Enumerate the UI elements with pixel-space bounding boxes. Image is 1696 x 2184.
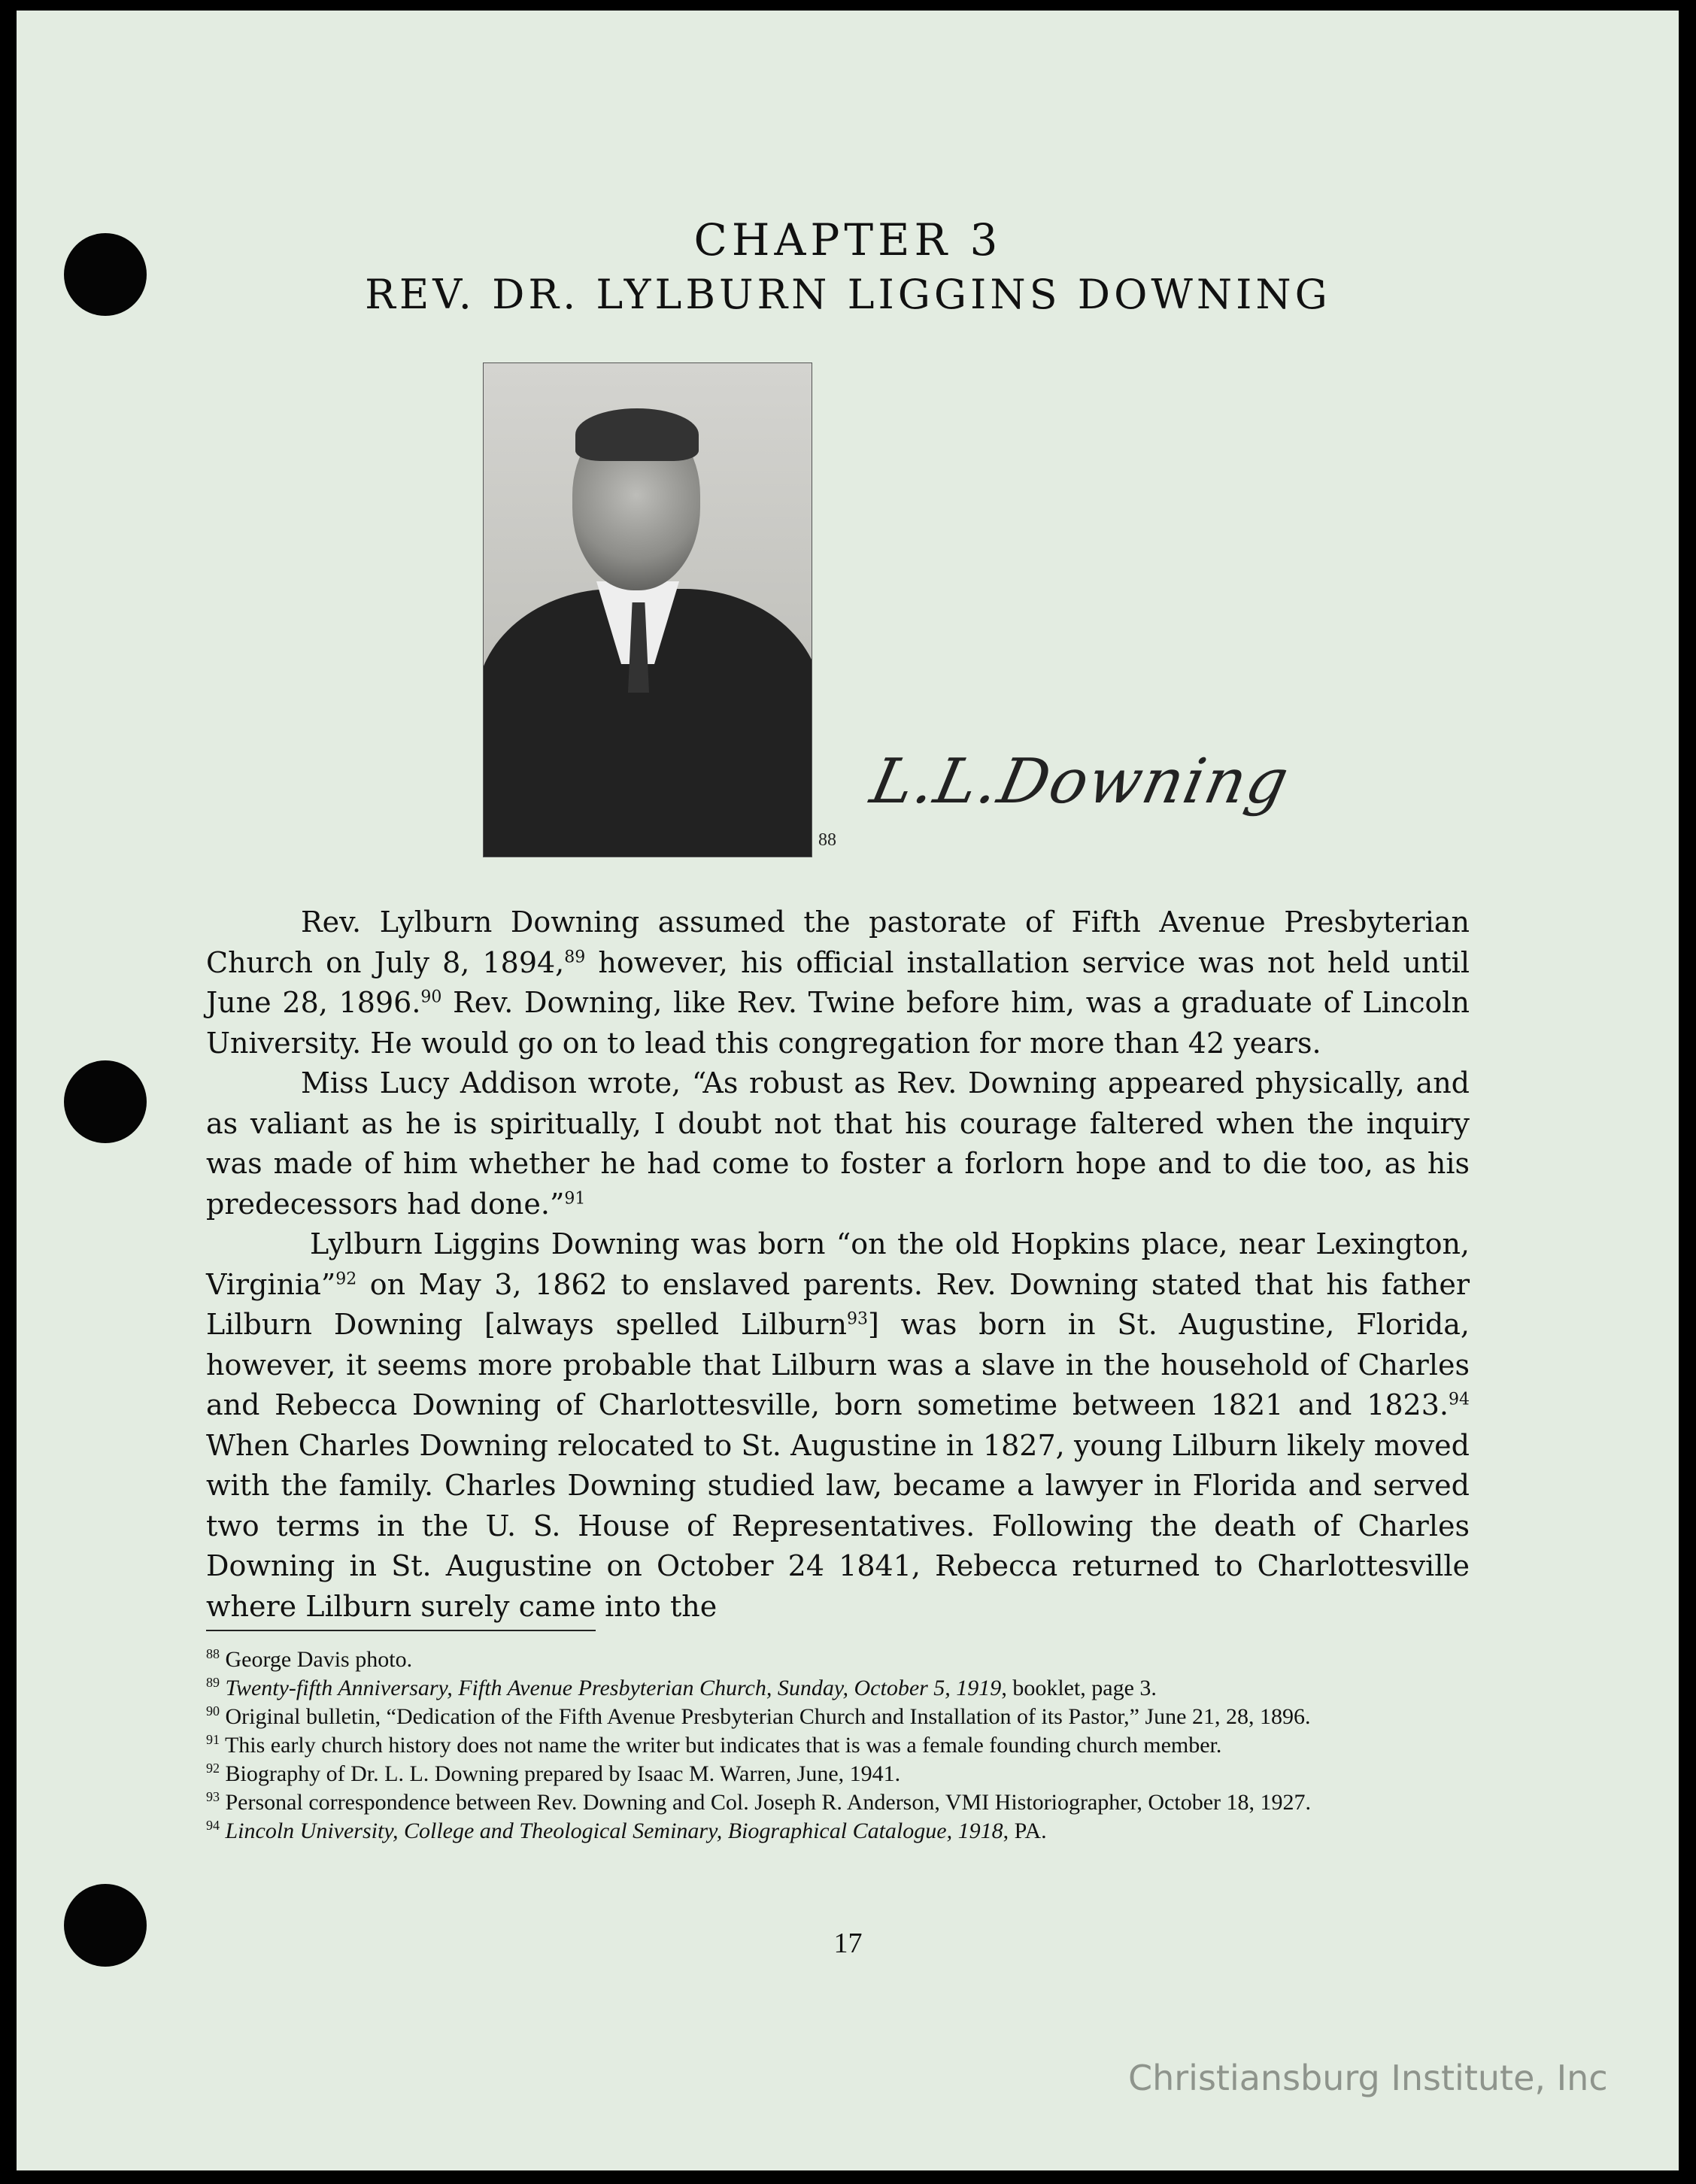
footnote-ref: 89	[564, 947, 586, 966]
chapter-title: REV. DR. LYLBURN LIGGINS DOWNING	[365, 271, 1331, 318]
footnote-ref: 91	[564, 1188, 586, 1208]
binder-hole	[64, 1060, 147, 1143]
portrait-photo	[483, 362, 812, 857]
hair-shape	[575, 408, 699, 461]
footnote-ref: 94	[1449, 1390, 1470, 1409]
footnote: $^{94}$ Lincoln University, College and Theological Seminary, Biographical Catalogue, 1918, PA.	[206, 1818, 1047, 1843]
paragraph: Rev. Lylburn Downing assumed the pastorate of Fifth Avenue Presbyterian Church on July 8, 1894,89 however, his official installation service was not held until June 28, 1896.90 Rev. Downing, like Rev. Twine before him, was a graduate of Lincoln University. He would go on to lead this congregation for more than 42 years.	[206, 905, 1470, 1060]
footnote-ref: 93	[846, 1309, 868, 1329]
footnote: $^{89}$ Twenty-fifth Anniversary, Fifth Avenue Presbyterian Church, Sunday, October 5, 1919, booklet, page 3.	[206, 1675, 1157, 1700]
footnote: $^{91}$ This early church history does not name the writer but indicates that is was a female founding church member.	[206, 1732, 1222, 1758]
footnote: $^{93}$ Personal correspondence between Rev. Downing and Col. Joseph R. Anderson, VMI Historiographer, October 18, 1927.	[206, 1789, 1312, 1815]
footnote: $^{90}$ Original bulletin, “Dedication of the Fifth Avenue Presbyterian Church and Installation of its Pastor,” June 21, 28, 1896.	[206, 1703, 1311, 1729]
signature: L.L.Downing	[864, 746, 1296, 817]
watermark: Christiansburg Institute, Inc	[1128, 2058, 1608, 2098]
body-text	[206, 902, 1470, 1627]
paragraph: Miss Lucy Addison wrote, “As robust as Rev. Downing appeared physically, and as valiant as he is spiritually, I doubt not that his courage faltered when the inquiry was made of him whether he had come to foster a forlorn hope and to die too, as his predecessors had done.”$^{91}$	[206, 1066, 1470, 1221]
footnote-ref: 92	[335, 1269, 357, 1288]
photo-footnote-ref: 88	[818, 830, 836, 850]
footnote-ref: 90	[420, 987, 442, 1007]
chapter-heading: CHAPTER 3	[693, 214, 1003, 265]
footnote: $^{92}$ Biography of Dr. L. L. Downing prepared by Isaac M. Warren, June, 1941.	[206, 1761, 901, 1786]
footnotes	[206, 1646, 1477, 1846]
footnote: $^{88}$ George Davis photo.	[206, 1646, 413, 1672]
footnote-divider	[206, 1630, 596, 1631]
page-number: 17	[833, 1928, 863, 1959]
paragraph: Lylburn Liggins Downing was born “on the old Hopkins place, near Lexington, Virginia”$^{92}$ on May 3, 1862 to enslaved parents. Rev. Downing stated that his father Lilburn Downing [always spelled Lilburn$^{93}$] was born in St. Augustine, Florida, however, it seems more probable that Lilburn was a slave in the household of Charles and Rebecca Downing of Charlottesville, born sometime between 1821 and 1823.94 When Charles Downing relocated to St. Augustine in 1827, young Lilburn likely moved with the family. Charles Downing studied law, became a lawyer in Florida and served two terms in the U. S. House of Representatives. Following the death of Charles Downing in St. Augustine on October 24 1841, Rebecca returned to Charlottesville where Lilburn surely came into the	[206, 1227, 1470, 1623]
